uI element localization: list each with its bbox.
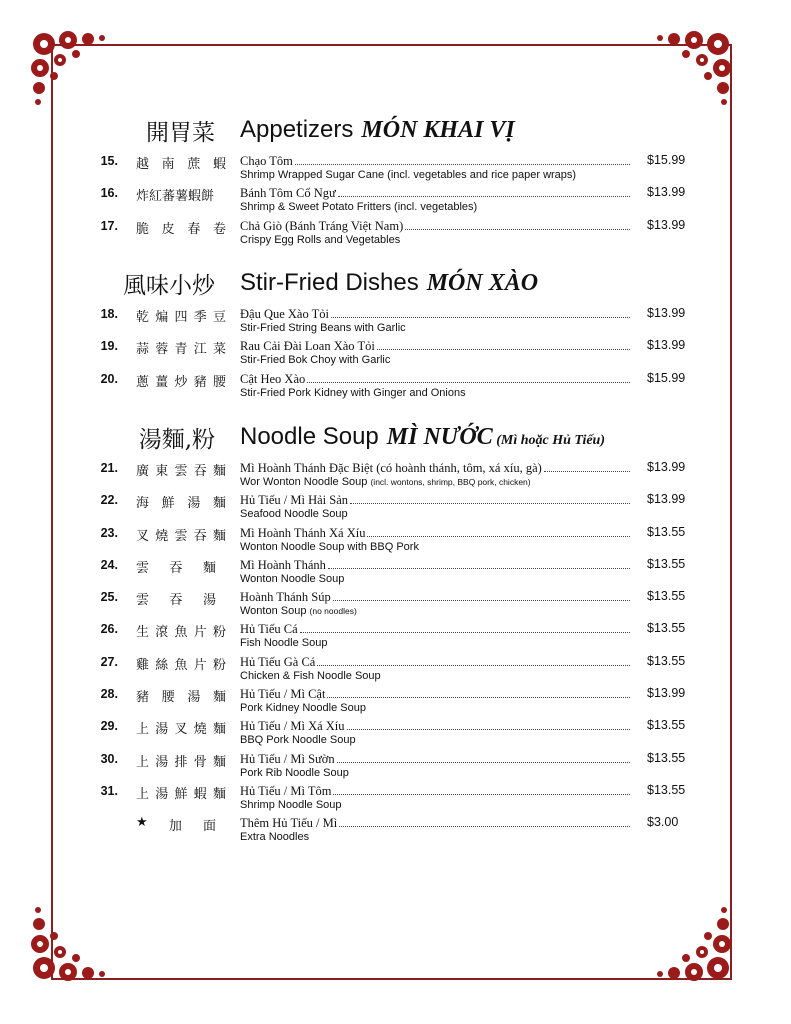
item-number: 16. [100,186,118,201]
chinese-char: 湯 [187,690,201,706]
menu-item [0,687,791,719]
chinese-char: 湯 [155,722,169,738]
dot-leader [327,697,630,698]
item-line [240,590,632,605]
chinese-char: 吞 [169,593,183,609]
floral-ornament-icon [652,902,732,982]
item-name-english: Wonton Noodle Soup with BBQ Pork [240,540,419,553]
item-name-english: Pork Kidney Noodle Soup [240,702,366,715]
chinese-char: 廣 [136,464,150,479]
item-name-chinese [136,686,226,705]
chinese-char: 片 [193,657,207,673]
item-number: 22. [100,493,118,508]
item-name-chinese [136,218,226,237]
dot-leader [377,349,630,350]
dot-leader [333,794,630,795]
menu-item [0,558,791,590]
item-name-vietnamese: Chạo Tôm [240,154,293,168]
chinese-char: 魚 [174,657,188,673]
item-number: 19. [100,339,118,354]
item-name-chinese [136,621,226,640]
chinese-char: 豬 [136,690,150,706]
chinese-char: 湯 [187,496,201,512]
item-price: $13.99 [647,217,686,232]
chinese-char: 魚 [174,625,188,641]
section-title-vietnamese: MÓN XÀO [426,270,539,296]
item-name-vietnamese: Bánh Tôm Cổ Ngư [240,186,336,201]
chinese-char: 麵 [212,464,226,479]
item-name-vietnamese: Cật Heo Xào [240,371,306,386]
section-title-english: Noodle Soup MÌ NƯỚC (Mì hoặc Hủ Tiếu) [240,423,605,450]
section-title-english: Stir-Fried Dishes MÓN XÀO [240,269,539,296]
item-name-vietnamese: Mì Hoành Thánh Xá Xíu [240,525,366,540]
menu-item [0,186,791,218]
item-line [240,219,632,234]
item-name-english: Shrimp & Sweet Potato Fritters (incl. vegetables) [240,201,478,214]
item-number: 21. [100,461,118,475]
item-name-vietnamese: Chả Giò (Bánh Tráng Việt Nam) [240,218,404,233]
dot-leader [544,471,630,472]
chinese-char: 滾 [155,625,169,641]
item-price: $13.55 [647,621,686,636]
item-name-chinese [136,718,226,737]
item-name-chinese [136,185,226,204]
chinese-char: 吞 [169,560,183,576]
chinese-char: 麵 [212,528,226,544]
item-price: $13.99 [647,306,686,320]
item-name-english: Stir-Fried String Beans with Garlic [240,322,406,334]
item-line [240,461,632,476]
chinese-char: 粉 [212,625,226,641]
item-line [240,655,632,670]
item-name-chinese [136,338,226,357]
chinese-char: 麵 [212,722,226,738]
dot-leader [317,665,630,666]
menu-item [0,493,791,525]
chinese-char: 蒜 [136,342,150,358]
chinese-char: 麵 [202,560,216,576]
section-header [0,114,791,154]
item-name-english: Stir-Fried Pork Kidney with Ginger and Onions [240,386,466,399]
item-name-chinese [136,525,226,544]
menu-item [0,154,791,186]
menu-item [0,655,791,687]
item-name-english: Fish Noodle Soup [240,637,328,650]
item-name-chinese [136,654,226,673]
dot-leader [338,196,630,197]
chinese-char: 上 [136,754,150,770]
item-name-vietnamese: Mì Hoành Thánh [240,557,326,572]
item-name-english: Stir-Fried Bok Choy with Garlic [240,354,391,367]
menu-item [0,752,791,784]
item-name-vietnamese: Đậu Que Xào Tỏi [240,307,329,321]
item-number: 26. [100,622,118,637]
item-line [240,687,632,702]
item-name-chinese [136,815,216,834]
chinese-char: 菜 [212,342,226,358]
item-name-vietnamese: Hoành Thánh Súp [240,590,331,605]
chinese-char: 蝦 [193,786,207,802]
chinese-char: 蔥 [136,374,150,390]
chinese-char: 骨 [193,754,207,770]
chinese-char: 雲 [174,528,188,544]
item-name-vietnamese: Thêm Hủ Tiếu / Mì [240,816,338,831]
chinese-char: 腰 [212,374,226,390]
item-name-english: Extra Noodles [240,831,310,844]
dot-leader [333,600,630,601]
item-line [240,339,632,354]
chinese-char: 海 [136,496,150,512]
item-name-vietnamese: Hủ Tiếu Gà Cá [240,654,316,669]
chinese-char: 湯 [202,593,216,609]
item-name-vietnamese: Hủ Tiếu / Mì Xá Xíu [240,719,345,734]
chinese-char: 鮮 [161,496,175,512]
dot-leader [300,632,630,633]
item-name-chinese [136,153,226,172]
item-name-chinese [136,492,226,511]
item-name-vietnamese: Hủ Tiếu / Mì Tôm [240,783,332,798]
section-title-chinese: 開胃菜 [146,120,215,146]
chinese-char: 排 [174,754,188,770]
item-name-english: Chicken & Fish Noodle Soup [240,669,381,682]
menu-item [0,526,791,558]
item-name-english: Wonton Soup (no noodles) [240,605,357,618]
item-name-english: Crispy Egg Rolls and Vegetables [240,233,401,246]
floral-ornament-icon [652,30,732,110]
item-name-chinese [136,589,216,608]
dot-leader [350,503,630,504]
item-price: $13.55 [647,524,686,539]
menu-item [0,339,791,371]
item-price: $13.99 [647,686,686,701]
item-price: $13.55 [647,653,686,668]
chinese-char: 皮 [161,221,175,237]
chinese-char: 卷 [212,221,226,237]
item-name-english: Seafood Noodle Soup [240,508,348,521]
chinese-char: 上 [136,786,150,802]
chinese-char: 叉 [136,528,150,544]
menu-section [0,267,791,404]
chinese-char: 麵 [212,496,226,512]
item-name-chinese [136,306,226,325]
chinese-char: 豆 [212,310,226,325]
item-price: $13.99 [647,460,686,474]
chinese-char: 面 [202,819,216,835]
dot-leader [328,568,630,569]
section-header [0,267,791,307]
item-number: 30. [100,751,118,766]
chinese-char: 季 [193,310,207,325]
item-price: $13.99 [647,338,686,353]
menu-item [0,372,791,404]
item-name-vietnamese: Hủ Tiếu / Mì Sườn [240,751,335,766]
item-number: 15. [100,154,118,168]
chinese-char: 乾 [136,310,150,325]
item-price: $13.55 [647,589,686,604]
item-price: $15.99 [647,153,686,167]
chinese-char: 湯 [155,786,169,802]
item-name-english: Pork Rib Noodle Soup [240,766,349,779]
menu-item [0,219,791,251]
dot-leader [295,164,630,165]
chinese-char: 片 [193,625,207,641]
section-title-chinese: 風味小炒 [123,273,215,299]
dot-leader [367,536,630,537]
chinese-char: 吞 [193,528,207,544]
item-line [240,622,632,637]
item-price: $13.99 [647,185,686,200]
item-number: 27. [100,654,118,669]
section-title-vietnamese: MÌ NƯỚC [386,424,493,450]
item-price: $3.00 [647,815,679,830]
item-line [240,816,632,831]
chinese-char: 麵 [212,690,226,706]
chinese-char: 上 [136,722,150,738]
chinese-char: 雲 [136,560,150,576]
floral-ornament-icon [30,902,110,982]
chinese-char: 生 [136,625,150,641]
chinese-char: 脆 [136,221,150,237]
dot-leader [331,317,630,318]
section-title-chinese: 湯麵,粉 [138,427,215,453]
chinese-char: 青 [174,342,188,358]
chinese-char: 江 [193,342,207,358]
menu-item [0,719,791,751]
chinese-char: 蔗 [187,157,201,172]
item-name-vietnamese: Hủ Tiếu / Mì Hải Sản [240,493,349,508]
item-number: 25. [100,590,118,605]
item-number: 18. [100,307,118,321]
chinese-char: 雲 [136,593,150,609]
chinese-char: 腰 [161,690,175,706]
chinese-char: 麵 [212,754,226,770]
item-price: $13.55 [647,782,686,797]
menu-item [0,307,791,339]
chinese-char: ★ [136,815,148,831]
item-number: 20. [100,371,118,386]
item-name-chinese [136,751,226,770]
item-name-chinese [136,460,226,479]
item-name-english: Wonton Noodle Soup [240,572,345,585]
chinese-char: 粉 [212,657,226,673]
dot-leader [405,229,630,230]
dot-leader [307,382,630,383]
item-line [240,752,632,767]
chinese-char: 加 [168,819,182,835]
chinese-char: 豬 [193,374,207,390]
chinese-char: 春 [187,221,201,237]
item-price: $13.55 [647,750,686,765]
item-name-vietnamese: Hủ Tiếu Cá [240,622,298,637]
menu-item [0,784,791,816]
chinese-char: 越 [136,157,150,172]
chinese-char: 炸紅蕃薯蝦餅 [136,189,215,205]
chinese-char: 四 [174,310,188,325]
item-line [240,154,632,169]
menu-item [0,622,791,654]
item-name-vietnamese: Rau Cải Đài Loan Xào Tỏi [240,339,375,354]
item-name-chinese [136,783,226,802]
item-price: $13.55 [647,556,686,571]
floral-ornament-icon [30,30,110,110]
menu-section [0,114,791,251]
section-title-vietnamese: MÓN KHAI VỊ [361,117,515,143]
chinese-char: 薑 [155,374,169,390]
dot-leader [347,729,630,730]
item-line [240,186,632,201]
dot-leader [337,762,630,763]
menu-item [0,590,791,622]
section-header [0,421,791,461]
chinese-char: 東 [155,464,169,479]
item-number: 23. [100,525,118,540]
chinese-char: 蓉 [155,342,169,358]
item-line [240,372,632,387]
item-note: (incl. wontons, shrimp, BBQ pork, chicken) [370,477,531,487]
item-note: (no noodles) [309,606,357,617]
item-price: $13.55 [647,718,686,733]
chinese-char: 煸 [155,310,169,325]
chinese-char: 鮮 [174,786,188,802]
item-line [240,307,632,322]
chinese-char: 南 [161,157,175,172]
section-title-note: (Mì hoặc Hủ Tiếu) [492,433,605,448]
item-name-vietnamese: Mì Hoành Thánh Đặc Biệt (có hoành thánh, tôm, xá xíu, gà) [240,461,542,475]
item-line [240,558,632,573]
item-number: 31. [100,783,118,798]
item-line [240,526,632,541]
item-line [240,784,632,799]
chinese-char: 燒 [155,528,169,544]
item-name-chinese [136,557,216,576]
item-name-vietnamese: Hủ Tiếu / Mì Cật [240,687,326,702]
menu-item [0,816,791,848]
item-name-english: Shrimp Noodle Soup [240,798,342,811]
chinese-char: 蝦 [212,157,226,172]
section-title-english: Appetizers MÓN KHAI VỊ [240,116,515,143]
item-number: 17. [100,218,118,233]
item-name-chinese [136,371,226,390]
chinese-char: 雲 [174,464,188,479]
item-line [240,719,632,734]
item-price: $15.99 [647,370,686,385]
chinese-char: 叉 [174,722,188,738]
chinese-char: 吞 [193,464,207,479]
chinese-char: 燒 [193,722,207,738]
item-number: 29. [100,719,118,734]
item-line [240,493,632,508]
chinese-char: 雞 [136,657,150,673]
chinese-char: 炒 [174,374,188,390]
item-name-english: BBQ Pork Noodle Soup [240,734,356,747]
item-number: 24. [100,557,118,572]
item-price: $13.99 [647,492,686,507]
item-number: 28. [100,687,118,702]
item-name-english: Shrimp Wrapped Sugar Cane (incl. vegetables and rice paper wraps) [240,169,577,181]
menu-section [0,421,791,849]
chinese-char: 湯 [155,754,169,770]
dot-leader [339,826,630,827]
chinese-char: 麵 [212,786,226,802]
chinese-char: 絲 [155,657,169,673]
menu-item [0,461,791,493]
item-name-english: Wor Wonton Noodle Soup (incl. wontons, shrimp, BBQ pork, chicken) [240,476,531,488]
